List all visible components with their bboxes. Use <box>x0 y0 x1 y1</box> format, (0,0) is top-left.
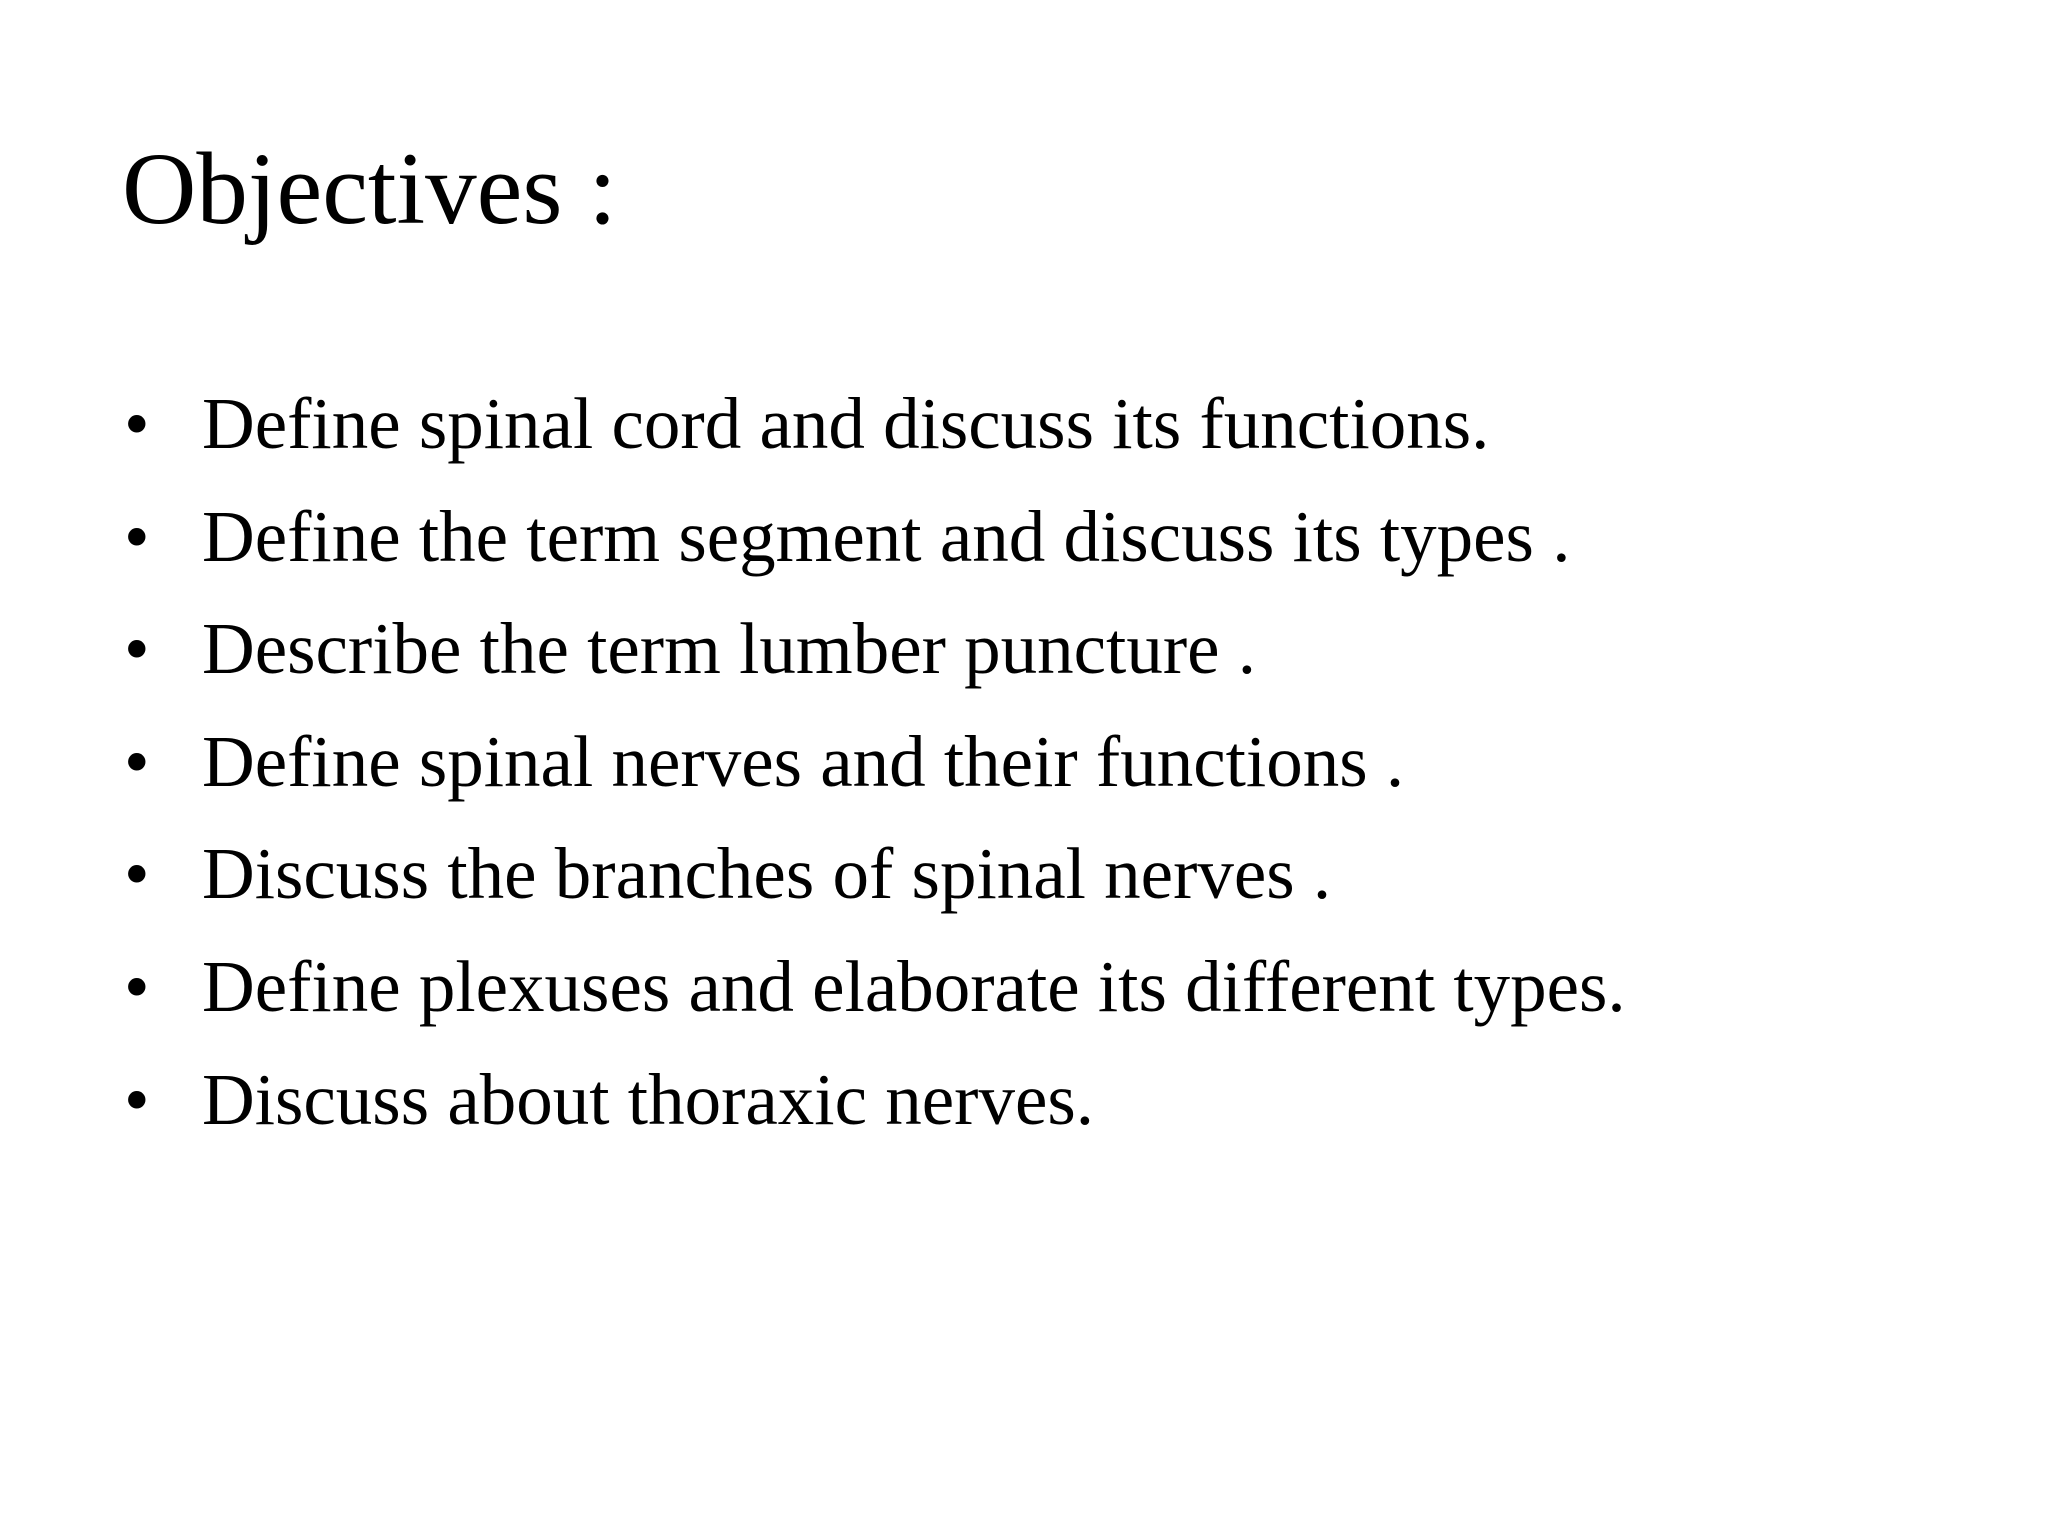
list-item <box>124 1058 1626 1171</box>
list-item-text: Discuss the branches of spinal nerves . <box>202 833 1332 915</box>
bullet-icon: • <box>124 383 150 464</box>
list-item-text: Describe the term lumber puncture . <box>202 608 1257 690</box>
list-item <box>124 945 1626 1058</box>
bullet-icon: • <box>124 495 150 577</box>
list-item-text: Define the term segment and discuss its types . <box>202 495 1571 577</box>
list-item <box>124 832 1626 945</box>
list-item-text: Define spinal nerves and their functions . <box>202 720 1405 802</box>
list-item-text: Define plexuses and elaborate its different types. <box>202 945 1626 1027</box>
list-item <box>124 607 1626 720</box>
list-item <box>124 720 1626 833</box>
objectives-list <box>124 382 1626 1170</box>
bullet-icon: • <box>124 720 150 802</box>
list-item <box>124 382 1626 495</box>
bullet-icon: • <box>124 945 150 1027</box>
bullet-icon: • <box>124 608 150 690</box>
slide-title: Objectives : <box>122 132 617 246</box>
bullet-icon: • <box>124 1058 150 1140</box>
list-item-text: Define spinal cord and discuss its functions. <box>202 383 1490 464</box>
bullet-icon: • <box>124 833 150 915</box>
list-item-text: Discuss about thoraxic nerves. <box>202 1058 1095 1140</box>
list-item <box>124 495 1626 608</box>
